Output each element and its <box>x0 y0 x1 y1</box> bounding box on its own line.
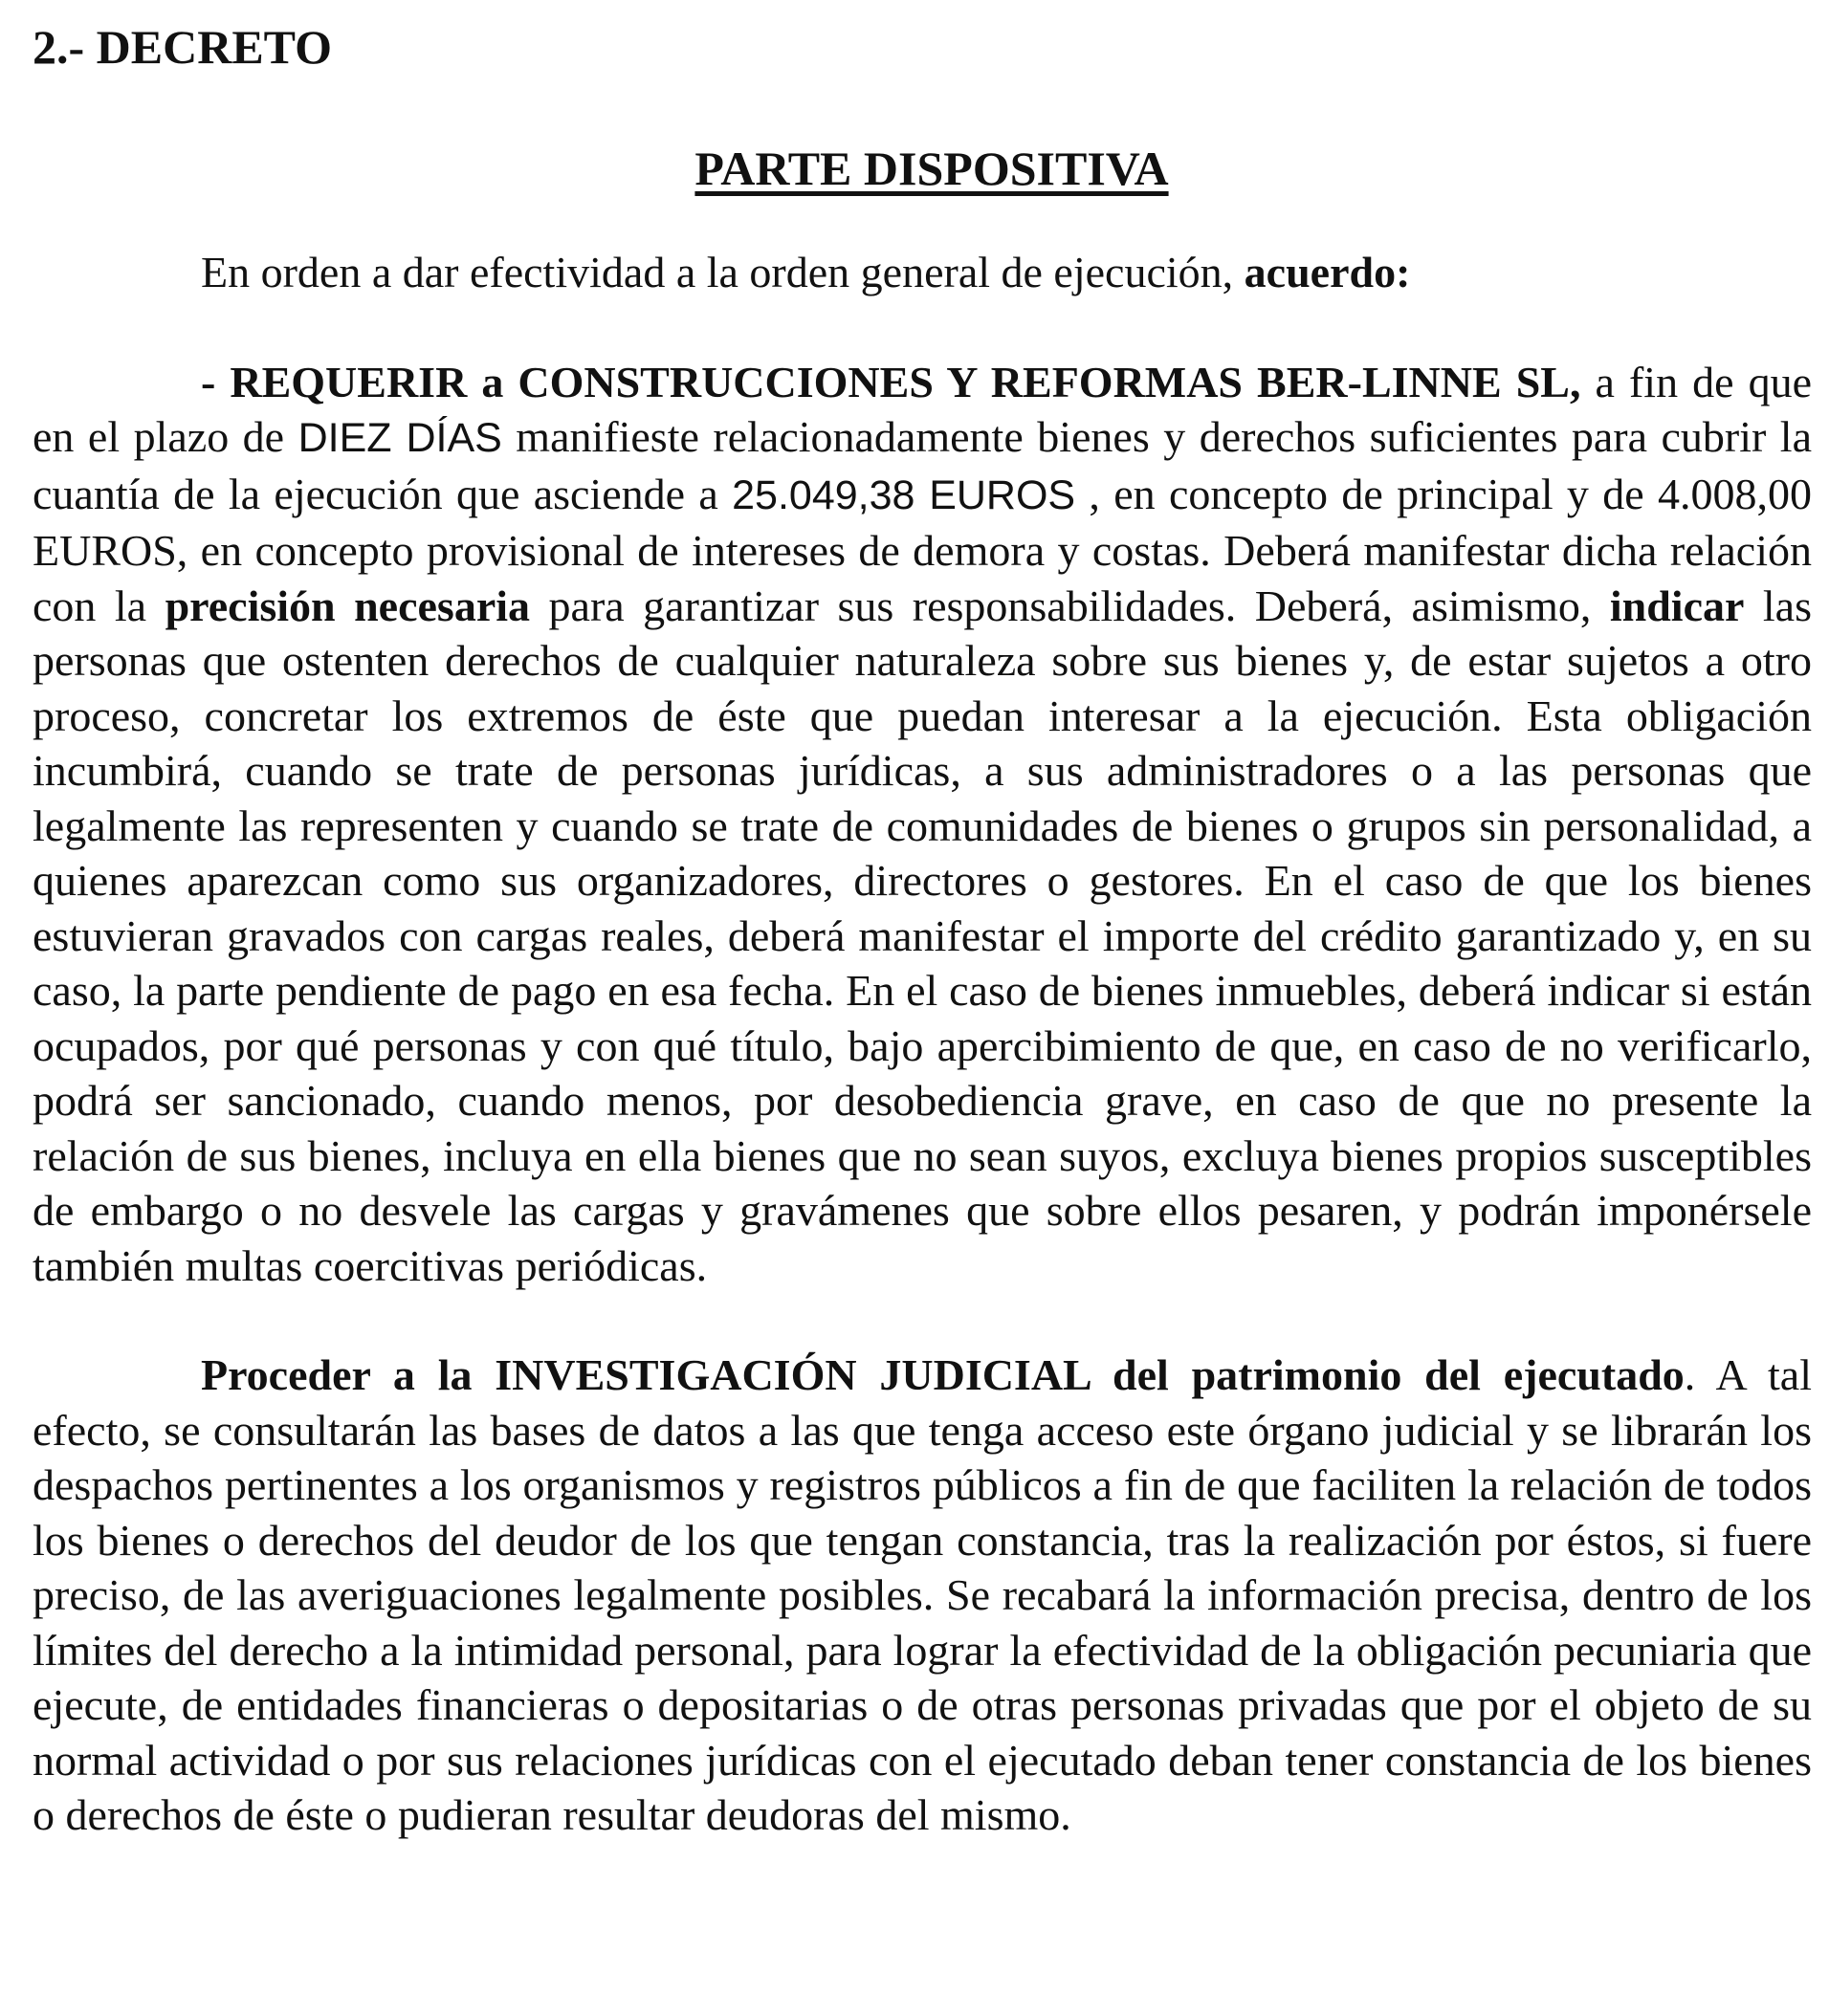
requerir-precision: precisión necesaria <box>165 581 531 630</box>
requerir-lead: - REQUERIR a CONSTRUCCIONES Y REFORMAS BER-LINNE SL, <box>201 357 1581 406</box>
intro-text: En orden a dar efectividad a la orden general de ejecución, <box>201 248 1245 296</box>
requerir-text-3: , en concepto de principal y de 4.008,00 EUROS, en concepto provisional de intereses de demora y costas. Deberá manifestar dicha relación con la <box>33 469 1812 630</box>
intro-paragraph <box>33 245 1812 300</box>
section-label: 2.- DECRETO <box>33 20 333 74</box>
requerir-text-1: a fin de que en el plazo de <box>33 357 1812 461</box>
document-page <box>33 13 1812 1843</box>
proceder-text: . A tal efecto, se consultarán las bases de datos a las que tenga acceso este órgano judicial y se librarán los despachos pertinentes a los organismos y registros públicos a fin de que faciliten la relación de todos los bienes o derechos del deudor de los que tengan constancia, tras la realización por éstos, si fuere preciso, de las averiguaciones legalmente posibles. Se recabará la información precisa, dentro de los límites del derecho a la intimidad personal, para lograr la efectividad de la obligación pecuniaria que ejecute, de entidades financieras o depositarias o de otras personas privadas que por el objeto de su normal actividad o por sus relaciones jurídicas con el ejecutado deban tener constancia de los bienes o derechos de éste o pudieran resultar deudoras del mismo. <box>33 1350 1812 1839</box>
intro-acuerdo: acuerdo: <box>1244 248 1411 296</box>
requerir-text-4: para garantizar sus responsabilidades. Deberá, asimismo, <box>530 581 1610 630</box>
requerir-text-2: manifieste relacionadamente bienes y derechos suficientes para cubrir la cuantía de la ejecución que asciende a <box>33 412 1812 518</box>
requerir-text-5: las personas que ostenten derechos de cualquier naturaleza sobre sus bienes y, de estar sujetos a otro proceso, concretar los extremos de éste que puedan interesar a la ejecución. Esta obligación incumbirá, cuando se trate de personas jurídicas, a sus administradores o a las personas que legalmente las representen y cuando se trate de comunidades de bienes o grupos sin personalidad, a quienes aparezcan como sus organizadores, directores o gestores. En el caso de que los bienes estuvieran gravados con cargas reales, deberá manifestar el importe del crédito garantizado y, en su caso, la parte pendiente de pago en esa fecha. En el caso de bienes inmuebles, deberá indicar si están ocupados, por qué personas y con qué título, bajo apercibimiento de que, en caso de no verificarlo, podrá ser sancionado, cuando menos, por desobediencia grave, en caso de que no presente la relación de sus bienes, incluya en ella bienes que no sean suyos, excluya bienes propios susceptibles de embargo o no desvele las cargas y gravámenes que sobre ellos pesaren, y podrán imponérsele también multas coercitivas periódicas. <box>33 581 1812 1290</box>
proceder-paragraph <box>33 1348 1812 1843</box>
page-title: PARTE DISPOSITIVA <box>694 142 1169 195</box>
requerir-indicar: indicar <box>1609 581 1745 630</box>
requerir-plazo: DIEZ DÍAS <box>297 415 502 461</box>
requerir-importe: 25.049,38 EUROS <box>732 471 1076 518</box>
proceder-lead: Proceder a la INVESTIGACIÓN JUDICIAL del patrimonio del ejecutado <box>201 1350 1685 1399</box>
requerir-paragraph <box>33 355 1812 1294</box>
